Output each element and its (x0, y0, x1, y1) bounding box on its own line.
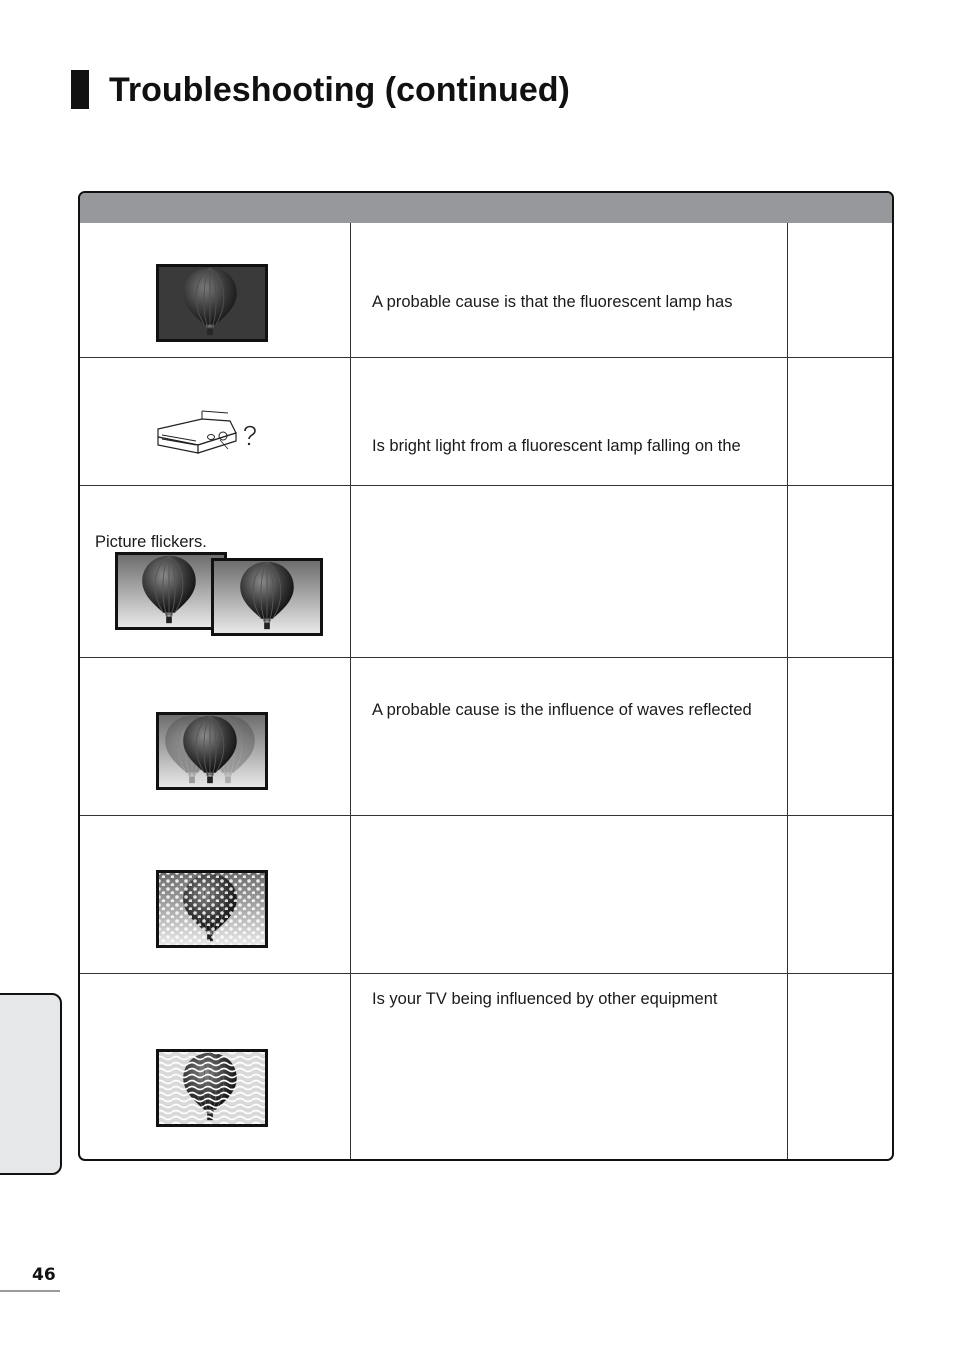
wavy-interference-picture-icon (156, 1049, 268, 1127)
troubleshooting-table (78, 191, 894, 1161)
row-divider (80, 815, 892, 816)
title-marker (71, 70, 89, 109)
table-header-bar (80, 193, 892, 223)
remedy-text: Is bright light from a fluorescent lamp falling on the (372, 437, 741, 455)
page-number: 46 (32, 1265, 56, 1285)
flicker-pictures-icon (115, 552, 325, 638)
row-divider (80, 657, 892, 658)
row-divider (80, 485, 892, 486)
remote-control-icon (156, 407, 268, 459)
column-divider-2 (787, 223, 788, 1159)
ghost-picture-icon (156, 712, 268, 790)
remedy-text: A probable cause is that the fluorescent lamp has (372, 293, 733, 311)
column-divider-1 (350, 223, 351, 1159)
dotted-noise-picture-icon (156, 870, 268, 948)
section-side-tab (0, 993, 62, 1175)
page-title: Troubleshooting (continued) (109, 71, 570, 109)
row-divider (80, 973, 892, 974)
row-divider (80, 357, 892, 358)
symptom-text: Picture flickers. (95, 533, 207, 551)
page-number-rule (0, 1290, 60, 1292)
remedy-text: Is your TV being influenced by other equipment (372, 990, 718, 1008)
dark-picture-icon (156, 264, 268, 342)
remedy-text: A probable cause is the influence of waves reflected (372, 701, 752, 719)
